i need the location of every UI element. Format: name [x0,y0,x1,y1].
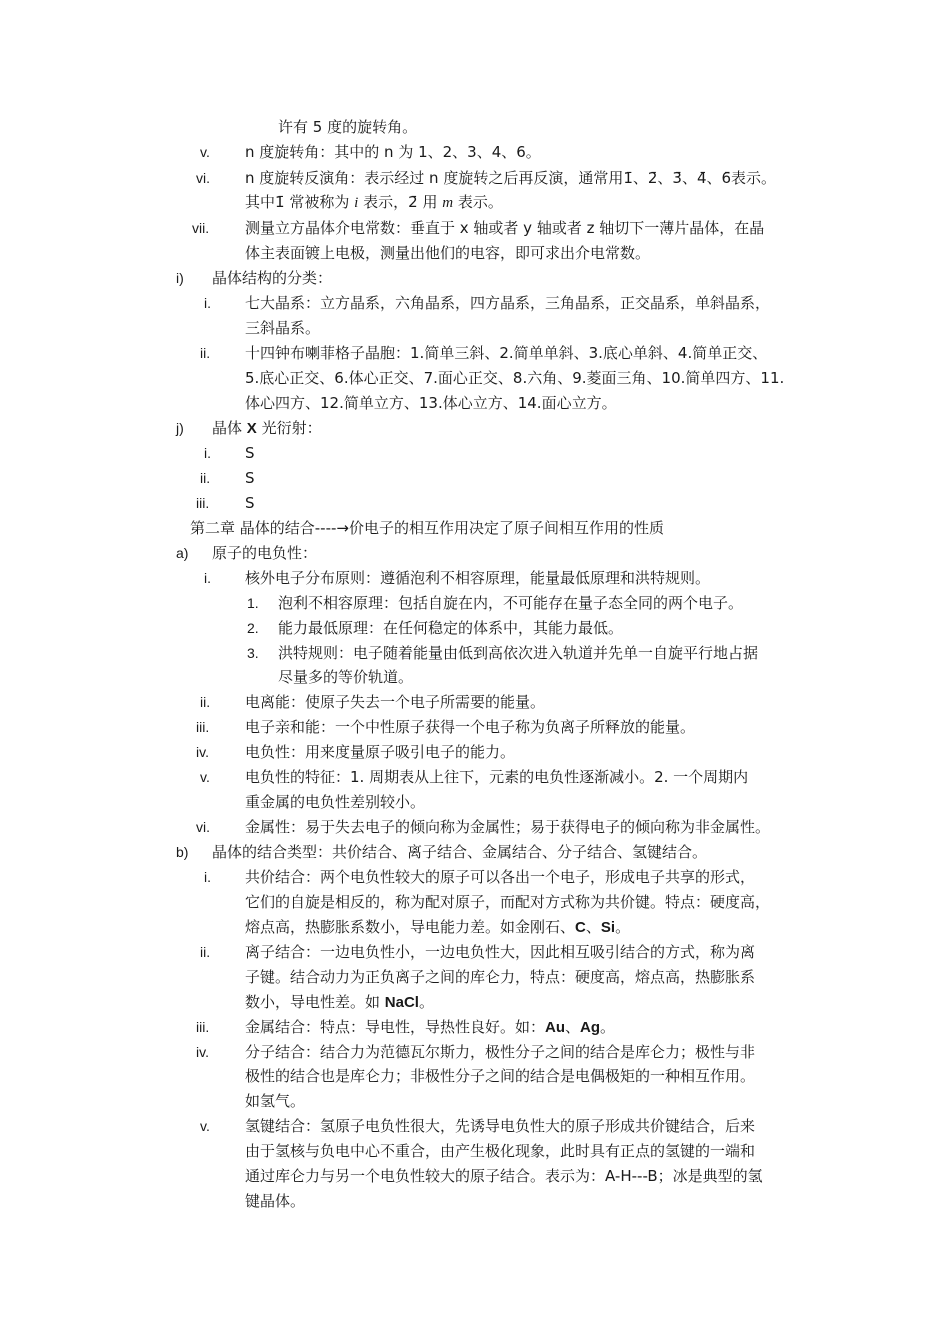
text-line: 金属结合：特点：导电性，导热性良好。如：Au、Ag。 [245,1018,616,1036]
list-marker: ii. [200,694,211,710]
list-marker: vii. [192,220,210,236]
text-line: 氢键结合：氢原子电负性很大，先诱导电负性大的原子形成共价键结合，后来 [245,1117,756,1135]
text-line: S [245,444,255,462]
text-line: S [245,469,255,487]
section-heading: 晶体的结合类型：共价结合、离子结合、金属结合、分子结合、氢键结合。 [212,843,708,861]
text-line: 电离能：使原子失去一个电子所需要的能量。 [245,693,546,711]
text-line: 电负性的特征：1. 周期表从上往下，元素的电负性逐渐减小。2. 一个周期内 [245,768,749,786]
text-line: 核外电子分布原则：遵循泡利不相容原理，能量最低原理和洪特规则。 [245,569,711,587]
section-heading: 晶体结构的分类： [212,269,333,287]
text-line: 十四钟布喇菲格子晶胞：1.简单三斜、2.简单单斜、3.底心单斜、4.简单正交、 [245,344,768,362]
list-marker: ii. [200,345,211,361]
list-marker: i) [176,270,184,286]
list-marker: i. [204,869,211,885]
list-marker: iii. [196,719,210,735]
text-line: 重金属的电负性差别较小。 [245,793,426,811]
text-line: 体心四方、12.简单立方、13.体心立方、14.面心立方。 [245,394,617,412]
list-marker: iv. [196,744,209,760]
list-marker: vi. [196,170,210,186]
text-line: 键晶体。 [245,1192,306,1210]
list-marker: v. [200,769,210,785]
list-marker: iii. [196,1019,210,1035]
text-line: S [245,494,255,512]
text-line: 通过库仑力与另一个电负性较大的原子结合。表示为：A-H---B；冰是典型的氢 [245,1167,763,1185]
text-line: n 度旋转反演角：表示经过 n 度旋转之后再反演，通常用1̄、2̄、3̄、4̄、6̄表示。 [245,169,777,187]
list-marker: ii. [200,944,211,960]
section-heading: 原子的电负性： [212,544,318,562]
list-marker: 3. [247,645,259,661]
text-line: 三斜晶系。 [245,319,321,337]
text-line: 金属性：易于失去电子的倾向称为金属性；易于获得电子的倾向称为非金属性。 [245,818,771,836]
text-line: 体主表面镀上电极，测量出他们的电容，即可求出介电常数。 [245,244,651,262]
list-marker: iii. [196,495,210,511]
list-marker: ii. [200,470,211,486]
list-marker: iv. [196,1044,209,1060]
text-line: 离子结合：一边电负性小，一边电负性大，因此相互吸引结合的方式，称为离 [245,943,756,961]
text-line: 其中1̄ 常被称为 i 表示，2̄ 用 m 表示。 [245,193,503,211]
text-line: 如氢气。 [245,1092,306,1110]
chapter-heading: 第二章 晶体的结合----→价电子的相互作用决定了原子间相互作用的性质 [190,519,664,537]
section-heading: 晶体 X 光衍射： [212,419,322,437]
text-line: 极性的结合也是库仑力；非极性分子之间的结合是电偶极矩的一种相互作用。 [245,1067,756,1085]
text-line: 测量立方晶体介电常数：垂直于 x 轴或者 y 轴或者 z 轴切下一薄片晶体，在晶 [245,219,765,237]
text-line: 七大晶系：立方晶系，六角晶系，四方晶系，三角晶系，正交晶系，单斜晶系， [245,294,771,312]
text-line: 电子亲和能：一个中性原子获得一个电子称为负离子所释放的能量。 [245,718,696,736]
list-marker: v. [200,144,210,160]
text-line: 由于氢核与负电中心不重合，由产生极化现象，此时具有正点的氢键的一端和 [245,1142,756,1160]
text-line: 分子结合：结合力为范德瓦尔斯力，极性分子之间的结合是库仑力；极性与非 [245,1043,756,1061]
text-line: 能力最低原理：在任何稳定的体系中，其能力最低。 [278,619,624,637]
list-marker: j) [176,420,184,436]
text-line: 共价结合：两个电负性较大的原子可以各出一个电子，形成电子共享的形式， [245,868,756,886]
list-marker: i. [204,295,211,311]
list-marker: i. [204,570,211,586]
text-line: 数小，导电性差。如 NaCl。 [245,993,434,1011]
text-line: 子键。结合动力为正负离子之间的库仑力，特点：硬度高，熔点高，热膨胀系 [245,968,756,986]
text-line: n 度旋转角：其中的 n 为 1、2、3、4、6。 [245,143,541,161]
text-line: 5.底心正交、6.体心正交、7.面心正交、8.六角、9.菱面三角、10.简单四方、11. [245,369,785,387]
text-line: 洪特规则：电子随着能量由低到高依次进入轨道并先单一自旋平行地占据 [278,644,759,662]
list-marker: b) [176,844,189,860]
list-marker: a) [176,545,189,561]
text-line: 许有 5 度的旋转角。 [278,118,418,136]
text-line: 电负性：用来度量原子吸引电子的能力。 [245,743,516,761]
text-line: 它们的自旋是相反的，称为配对原子，而配对方式称为共价键。特点：硬度高， [245,893,771,911]
list-marker: v. [200,1118,210,1134]
list-marker: vi. [196,819,210,835]
text-line: 泡利不相容原理：包括自旋在内，不可能存在量子态全同的两个电子。 [278,594,744,612]
list-marker: 1. [247,595,259,611]
text-line: 熔点高，热膨胀系数小，导电能力差。如金刚石、C、Si。 [245,918,631,936]
list-marker: 2. [247,620,259,636]
list-marker: i. [204,445,211,461]
text-line: 尽量多的等价轨道。 [278,668,414,686]
